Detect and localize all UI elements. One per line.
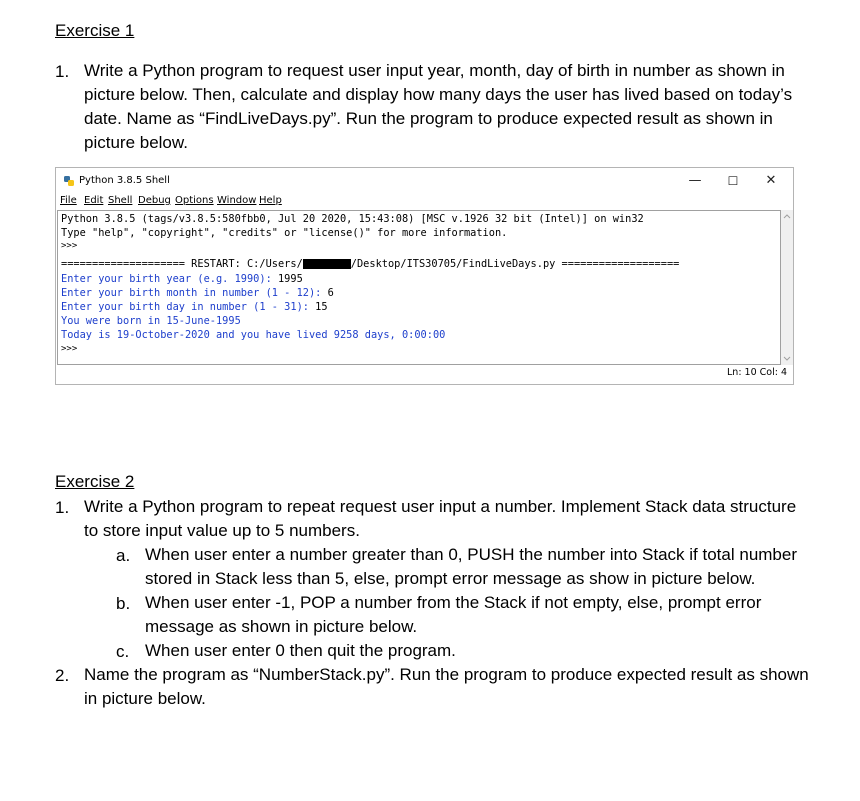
text-line: When user enter -1, POP a number from the Stack if not empty, else, prompt error: [145, 593, 762, 612]
menu-edit[interactable]: Edit: [84, 195, 104, 206]
input-prompt: Enter your birth month in number (1 - 12):: [61, 287, 328, 299]
maximize-button[interactable]: ☐: [727, 174, 739, 188]
exercise-2-item-1: [84, 495, 796, 543]
title-bar: [56, 168, 793, 194]
menu-help[interactable]: Help: [259, 195, 282, 206]
text-line: message as shown in picture below.: [145, 617, 418, 636]
shell-prompt: >>>: [61, 344, 83, 354]
input-value: 6: [327, 287, 334, 299]
text-line: Name the program as “NumberStack.py”. Run the program to produce expected result as shown: [84, 665, 809, 684]
sub-item-c: [145, 639, 456, 663]
close-button[interactable]: ✕: [765, 173, 777, 188]
text-line: Write a Python program to repeat request user input a number. Implement Stack data structure: [84, 497, 797, 516]
text-line: stored in Stack less than 5, else, prompt error message as show in picture below.: [145, 569, 756, 588]
shell-line: Type "help", "copyright", "credits" or "license()" for more information.: [61, 227, 508, 239]
text-line: in picture below.: [84, 689, 206, 708]
shell-line: Python 3.8.5 (tags/v3.8.5:580fbb0, Jul 20 2020, 15:43:08) [MSC v.1926 32 bit (Intel)] on win32: [61, 213, 644, 225]
python-shell-window: [55, 167, 794, 385]
minimize-button[interactable]: —: [688, 173, 702, 188]
sub-item-a: [145, 543, 797, 591]
exercise-2-item-2-number: 2.: [55, 666, 70, 685]
menu-options[interactable]: Options: [175, 195, 214, 206]
input-value: 1995: [277, 273, 303, 285]
sub-item-a-label: a.: [116, 546, 131, 565]
vertical-scrollbar[interactable]: [781, 210, 793, 365]
text-line: to store input value up to 5 numbers.: [84, 521, 360, 540]
input-value: 15: [315, 301, 328, 313]
text-line: date. Name as “FindLiveDays.py”. Run the program to produce expected result as shown in: [84, 109, 773, 128]
menu-bar: [56, 195, 793, 209]
menu-file[interactable]: File: [60, 195, 77, 206]
exercise-2-item-1-number: 1.: [55, 498, 70, 517]
window-title: Python 3.8.5 Shell: [79, 175, 170, 186]
input-prompt: Enter your birth year (e.g. 1990):: [61, 273, 278, 285]
sub-item-b-label: b.: [116, 594, 131, 613]
restart-path: /Desktop/ITS30705/FindLiveDays.py ===================: [350, 258, 680, 270]
shell-input-line: [61, 301, 328, 313]
status-bar: Ln: 10 Col: 4: [727, 367, 787, 378]
shell-input-line: [61, 273, 303, 285]
shell-input-line: [61, 287, 334, 299]
exercise-2-item-2: [84, 663, 809, 711]
text-line: picture below.: [84, 133, 188, 152]
menu-debug[interactable]: Debug: [138, 195, 171, 206]
text-line: When user enter 0 then quit the program.: [145, 641, 456, 660]
text-line: When user enter a number greater than 0, PUSH the number into Stack if total number: [145, 545, 798, 564]
exercise-2-title: Exercise 2: [55, 472, 135, 491]
shell-output-area[interactable]: [57, 210, 781, 365]
shell-prompt: >>>: [61, 241, 83, 251]
sub-item-b: [145, 591, 761, 639]
exercise-1-title: Exercise 1: [55, 21, 135, 40]
sub-item-c-label: c.: [116, 642, 130, 661]
restart-text: ==================== RESTART: C:/Users/: [61, 258, 303, 270]
exercise-1-item-number: 1.: [55, 62, 70, 81]
text-line: Write a Python program to request user input year, month, day of birth in number as shown in: [84, 61, 785, 80]
scroll-arrows-icon: [781, 210, 793, 365]
exercise-1-paragraph: [84, 59, 792, 155]
text-line: picture below. Then, calculate and display how many days the user has lived based on today’s: [84, 85, 793, 104]
python-icon: [63, 175, 75, 187]
redaction-bar: [303, 259, 351, 269]
menu-window[interactable]: Window: [217, 195, 257, 206]
shell-restart-line: [61, 258, 679, 270]
shell-output-line: Today is 19-October-2020 and you have lived 9258 days, 0:00:00: [61, 329, 446, 341]
input-prompt: Enter your birth day in number (1 - 31):: [61, 301, 316, 313]
menu-shell[interactable]: Shell: [108, 195, 133, 206]
shell-output-line: You were born in 15-June-1995: [61, 315, 241, 327]
